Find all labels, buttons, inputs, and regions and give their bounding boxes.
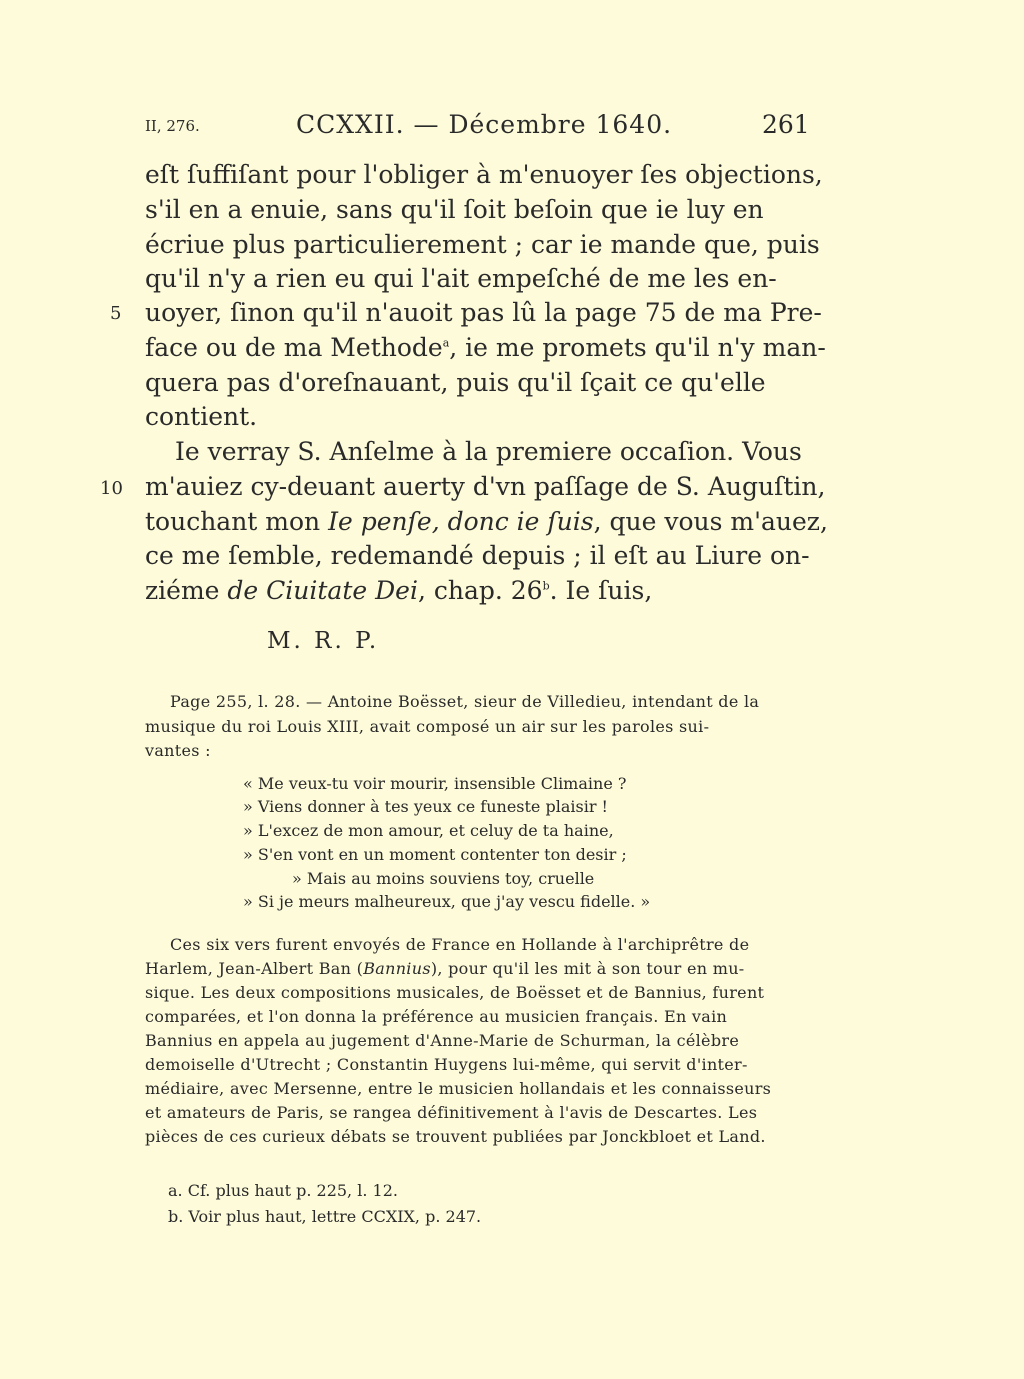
body-line: eſt ſuffiſant pour l'obliger à m'enuoyer ſes objections, [145, 160, 823, 189]
page-number: 261 [762, 110, 810, 139]
verse-line: » Mais au moins souviens toy, cruelle [292, 869, 595, 888]
verse-line: » Viens donner à tes yeux ce funeste plaisir ! [243, 797, 608, 816]
body-line [145, 507, 828, 536]
body-line [145, 576, 805, 605]
note-line: demoiselle d'Utrecht ; Constantin Huygens lui-même, qui servit d'inter- [145, 1055, 748, 1074]
verse-line: « Me veux-tu voir mourir, insensible Climaine ? [243, 774, 627, 793]
footnote-a: a. Cf. plus haut p. 225, l. 12. [168, 1181, 398, 1200]
verse-line: » L'excez de mon amour, et celuy de ta haine, [243, 821, 614, 840]
body-line: ce me ſemble, redemandé depuis ; il eſt au Liure on- [145, 541, 810, 570]
body-line: contient. [145, 402, 258, 431]
note-line: et amateurs de Paris, se rangea définitivement à l'avis de Descartes. Les [145, 1103, 758, 1122]
verse-line: » Si je meurs malheureux, que j'ay vescu fidelle. » [243, 892, 651, 911]
body-text: , que vous m'auez, [593, 507, 828, 536]
italic-name: Bannius [363, 959, 431, 978]
note-line: comparées, et l'on donna la préférence au musicien français. En vain [145, 1007, 728, 1026]
body-line: m'auiez cy-deuant auerty d'vn paſſage de S. Auguſtin, [145, 472, 826, 501]
note-line: musique du roi Louis XIII, avait composé un air sur les paroles sui- [145, 717, 710, 736]
line-number-10: 10 [100, 478, 123, 499]
italic-quote: Ie penſe, donc ie ſuis [328, 507, 594, 536]
footnote-ref-a: a [442, 336, 450, 350]
running-title: CCXXII. — Décembre 1640. [296, 110, 673, 139]
body-text: touchant mon [145, 507, 321, 536]
body-line: quera pas d'oreſnauant, puis qu'il ſçait ce qu'elle [145, 368, 766, 397]
verse-line: » S'en vont en un moment contenter ton desir ; [243, 845, 627, 864]
note-line: Ces six vers furent envoyés de France en Hollande à l'archiprêtre de [170, 935, 750, 954]
body-text: , ie me promets qu'il n'y man- [449, 333, 826, 362]
body-line: uoyer, ſinon qu'il n'auoit pas lû la page 75 de ma Pre- [145, 298, 822, 327]
body-text: , chap. 26 [417, 576, 543, 605]
page-reference: II, 276. [145, 117, 200, 135]
body-text: ziéme [145, 576, 220, 605]
footnote-b: b. Voir plus haut, lettre CCXIX, p. 247. [168, 1207, 482, 1226]
body-line [145, 333, 826, 362]
note-line: sique. Les deux compositions musicales, de Boësset et de Bannius, furent [145, 983, 765, 1002]
footnote-ref-b: b [542, 579, 550, 593]
note-line: pièces de ces curieux débats se trouvent publiées par Jonckbloet et Land. [145, 1127, 766, 1146]
body-line: qu'il n'y a rien eu qui l'ait empeſché de me les en- [145, 264, 777, 293]
note-line: Page 255, l. 28. — Antoine Boësset, sieur de Villedieu, intendant de la [170, 692, 760, 711]
italic-title: de Ciuitate Dei [227, 576, 418, 605]
note-line: Bannius en appela au jugement d'Anne-Marie de Schurman, la célèbre [145, 1031, 740, 1050]
body-line: écriue plus particulierement ; car ie mande que, puis [145, 230, 820, 259]
signature: M. R. P. [267, 628, 380, 654]
body-text: . Ie ſuis, [549, 576, 653, 605]
note-line: vantes : [145, 741, 211, 760]
note-text: Harlem, Jean-Albert Ban ( [145, 959, 364, 978]
note-line [145, 959, 805, 978]
note-line: médiaire, avec Mersenne, entre le musicien hollandais et les connaisseurs [145, 1079, 772, 1098]
note-text: ), pour qu'il les mit à son tour en mu- [430, 959, 745, 978]
body-text: face ou de ma Methode [145, 333, 443, 362]
body-line: Ie verray S. Anſelme à la premiere occaſion. Vous [175, 437, 802, 466]
body-line: s'il en a enuie, sans qu'il ſoit beſoin que ie luy en [145, 195, 764, 224]
line-number-5: 5 [110, 303, 122, 324]
